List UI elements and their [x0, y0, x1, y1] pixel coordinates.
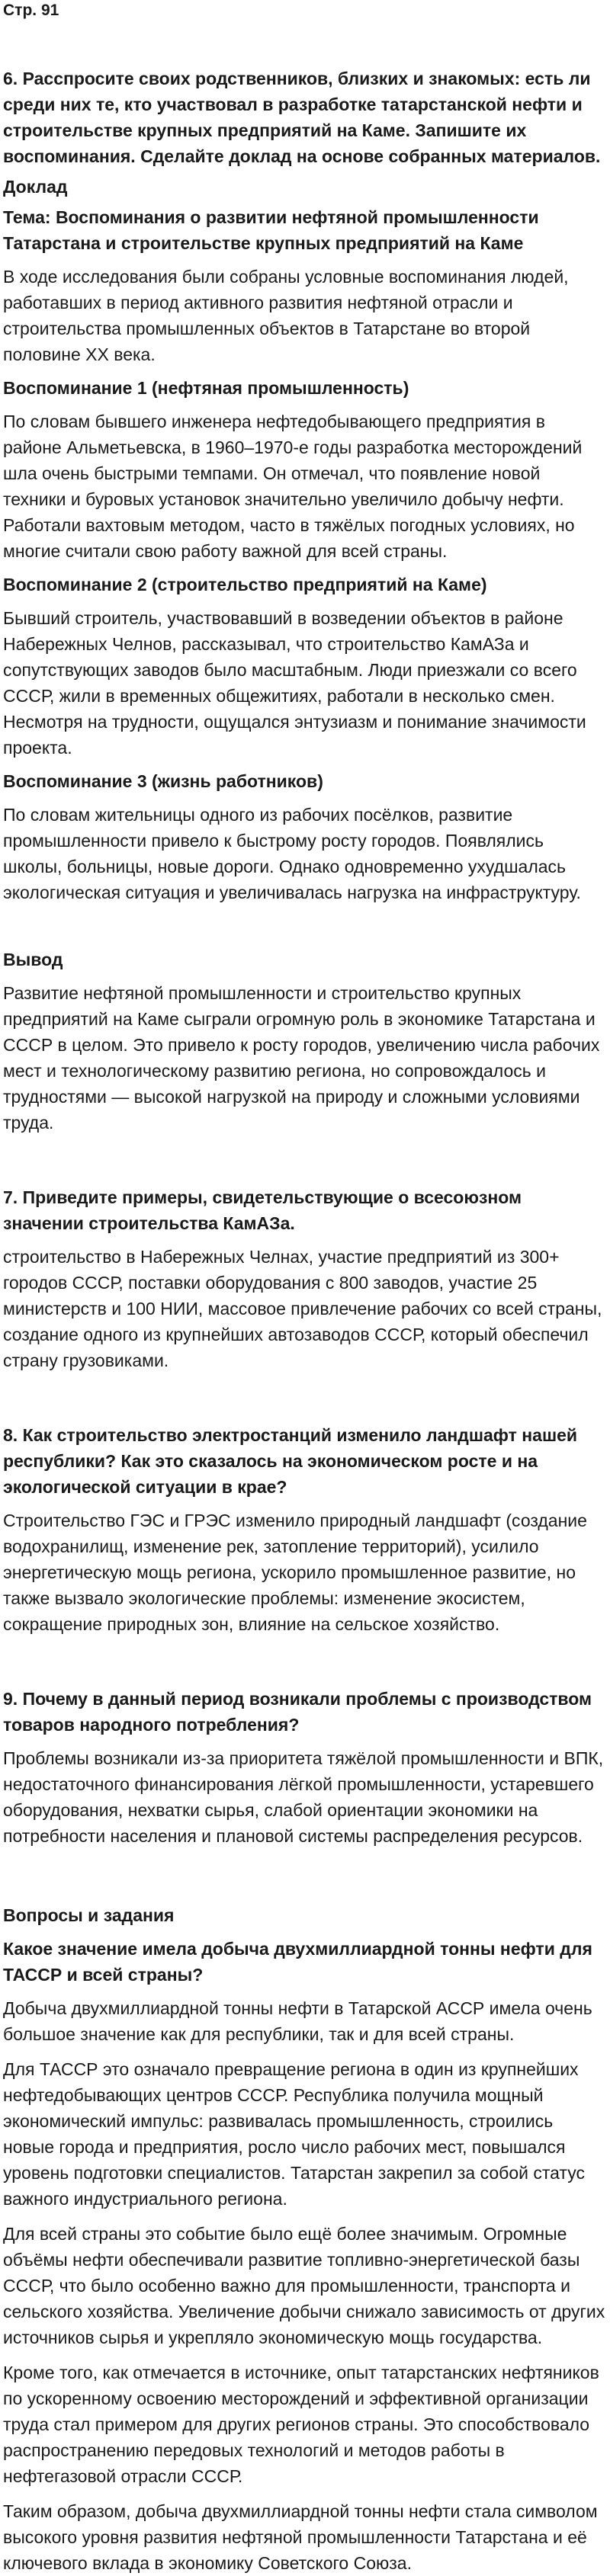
- conclusion-heading: Вывод: [3, 950, 63, 969]
- task9-question: 9. Почему в данный период возникали проблемы с производством товаров народного потребления?: [3, 1689, 592, 1735]
- memory3-heading: Воспоминание 3 (жизнь работников): [3, 771, 323, 791]
- report-heading: Доклад: [3, 177, 68, 197]
- tasks-paragraph: Для ТАССР это означало превращение региона в один из крупнейших нефтедобывающих центров СССР. Республика получила мощный экономический импульс: развивалась промышленность, строились новые города и предприятия, росло число рабочих мест, повышался уровень подготовки специалистов. Татарстан закрепил за собой статус важного индустриального региона.: [3, 2059, 585, 2209]
- conclusion-text: Развитие нефтяной промышленности и строительство крупных предприятий на Каме сыграли огромную роль в экономике Татарстана и СССР в целом. Это привело к росту городов, увеличению числа рабочих мест и технологическому развитию региона, но сопровождалось и трудностями — высокой нагрузкой на природу и сложными условиями труда.: [3, 983, 600, 1133]
- page-number: Стр. 91: [3, 2, 59, 19]
- report-topic: Тема: Воспоминания о развитии нефтяной промышленности Татарстана и строительстве крупных предприятий на Каме: [3, 207, 539, 253]
- tasks-paragraph: Кроме того, как отмечается в источнике, опыт татарстанских нефтяников по ускоренному освоению месторождений и эффективной организации труда стал примером для других регионов страны. Это способствовало распространению передовых технологий и методов работы в нефтегазовой отрасли СССР.: [3, 2363, 599, 2486]
- task7-answer: строительство в Набережных Челнах, участие предприятий из 300+ городов СССР, поставки оборудования с 800 заводов, участие 25 министерств и 100 НИИ, массовое привлечение рабочих со всей страны, создание одного из крупнейших автозаводов СССР, который обеспечил страну грузовиками.: [3, 1247, 602, 1370]
- memory3-text: По словам жительницы одного из рабочих посёлков, развитие промышленности привело к быстрому росту городов. Появлялись школы, больницы, новые дороги. Однако одновременно ухудшалась экологическая ситуация и увеличивалась нагрузка на инфраструктуру.: [3, 805, 581, 902]
- task8-answer: Строительство ГЭС и ГРЭС изменило природный ландшафт (создание водохранилищ, изменение рек, затопление территорий), усилило энергетическую мощь региона, ускорило промышленное развитие, но также вызвало экологические проблемы: изменение экосистем, сокращение природных зон, влияние на сельское хозяйство.: [3, 1511, 587, 1634]
- tasks-section-question: Какое значение имела добыча двухмиллиардной тонны нефти для ТАССР и всей страны?: [3, 1939, 592, 1985]
- memory1-heading: Воспоминание 1 (нефтяная промышленность): [3, 378, 409, 398]
- memory2-text: Бывший строитель, участвовавший в возведении объектов в районе Набережных Челнов, рассказывал, что строительство КамАЗа и сопутствующих заводов было масштабным. Люди приезжали со всего СССР, жили в временных общежитиях, работали в несколько смен. Несмотря на трудности, ощущался энтузиазм и понимание значимости проекта.: [3, 608, 586, 758]
- task7-question: 7. Приведите примеры, свидетельствующие о всесоюзном значении строительства КамАЗа.: [3, 1187, 522, 1233]
- task9-answer: Проблемы возникали из-за приоритета тяжёлой промышленности и ВПК, недостаточного финансирования лёгкой промышленности, устаревшего оборудования, нехватки сырья, слабой ориентации экономики на потребности населения и плановой системы распределения ресурсов.: [3, 1748, 604, 1846]
- tasks-paragraph: Таким образом, добыча двухмиллиардной тонны нефти стала символом высокого уровня развития нефтяной промышленности Татарстана и её ключевого вклада в экономику Советского Союза.: [3, 2501, 598, 2573]
- memory2-heading: Воспоминание 2 (строительство предприятий на Каме): [3, 575, 487, 594]
- task6-question: 6. Расспросите своих родственников, близких и знакомых: есть ли среди них те, кто участвовал в разработке татарстанской нефти и строительстве крупных предприятий на Каме. Запишите их воспоминания. Сделайте доклад на основе собранных материалов.: [3, 69, 601, 166]
- report-intro: В ходе исследования были собраны условные воспоминания людей, работавших в период активного развития нефтяной отрасли и строительства промышленных объектов в Татарстане во второй половине XX века.: [3, 267, 569, 364]
- memory1-text: По словам бывшего инженера нефтедобывающего предприятия в районе Альметьевска, в 1960–1970-е годы разработка месторождений шла очень быстрыми темпами. Он отмечал, что появление новой техники и буровых установок значительно увеличило добычу нефти. Работали вахтовым методом, часто в тяжёлых погодных условиях, но многие считали свою работу важной для всей страны.: [3, 412, 583, 561]
- task8-question: 8. Как строительство электростанций изменило ландшафт нашей республики? Как это сказалось на экономическом росте и на экологической ситуации в крае?: [3, 1425, 578, 1497]
- tasks-paragraph: Добыча двухмиллиардной тонны нефти в Татарской АССР имела очень большое значение как для республики, так и для всей страны.: [3, 1998, 592, 2044]
- tasks-section-heading: Вопросы и задания: [3, 1905, 175, 1925]
- tasks-paragraph: Для всей страны это событие было ещё более значимым. Огромные объёмы нефти обеспечивали развитие топливно-энергетической базы СССР, что было особенно важно для промышленности, транспорта и сельского хозяйства. Увеличение добычи снижало зависимость от других источников сырья и укрепляло экономическую мощь государства.: [3, 2224, 605, 2347]
